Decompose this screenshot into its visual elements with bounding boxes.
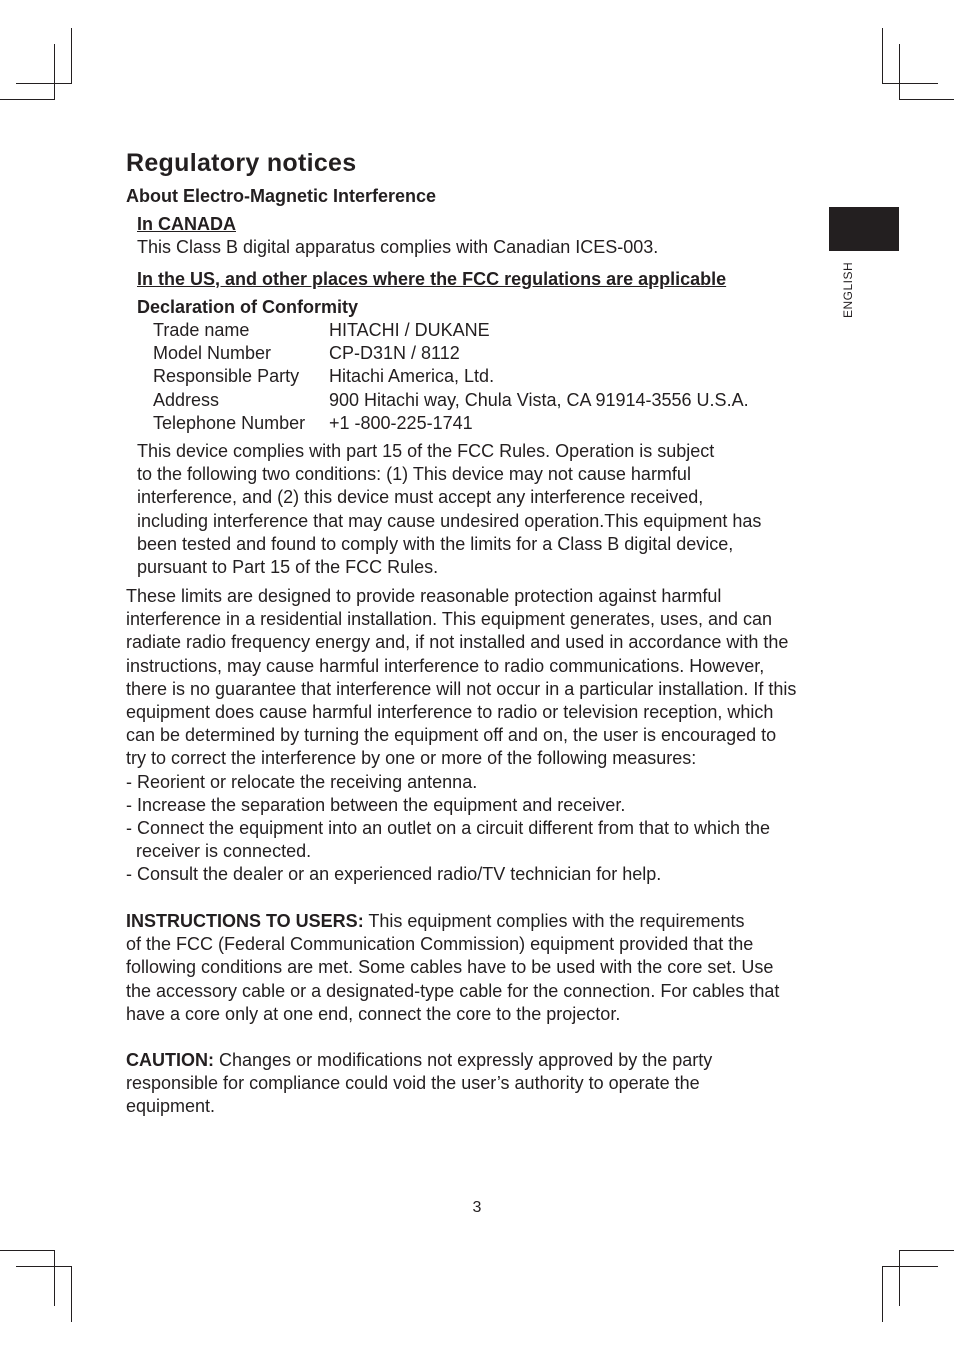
text-line: [126, 910, 779, 933]
text-line: pursuant to Part 15 of the FCC Rules.: [137, 557, 439, 578]
canada-text: This Class B digital apparatus complies with Canadian ICES-003.: [137, 237, 659, 257]
limits-paragraph: [126, 585, 796, 887]
list-item: - Increase the separation between the equipment and receiver.: [126, 794, 626, 815]
section-heading: About Electro-Magnetic Interference: [126, 186, 437, 206]
text-line: have a core only at one end, connect the core to the projector.: [126, 1003, 621, 1024]
crop-mark: [71, 28, 72, 84]
list-item-continuation: receiver is connected.: [126, 841, 312, 862]
declaration-key: Model Number: [153, 343, 272, 364]
instructions-paragraph: [126, 910, 779, 1026]
declaration-value: +1 -800-225-1741: [329, 412, 473, 433]
list-item: - Connect the equipment into an outlet on a circuit different from that to which the: [126, 818, 771, 839]
instructions-first-line: This equipment complies with the requirements: [363, 911, 745, 931]
text-line: responsible for compliance could void the user’s authority to operate the: [126, 1073, 700, 1094]
declaration-key: Address: [153, 389, 220, 410]
us-heading: In the US, and other places where the FCC regulations are applicable: [137, 269, 727, 289]
text-line: can be determined by turning the equipment off and on, the user is encouraged to: [126, 725, 777, 746]
instructions-label: INSTRUCTIONS TO USERS:: [126, 911, 364, 931]
text-line: equipment.: [126, 1096, 216, 1117]
crop-mark: [54, 44, 55, 100]
crop-mark: [16, 83, 72, 84]
crop-mark: [54, 1250, 55, 1306]
declaration-value: 900 Hitachi way, Chula Vista, CA 91914-3556 U.S.A.: [329, 389, 749, 410]
list-item: - Consult the dealer or an experienced radio/TV technician for help.: [126, 864, 662, 885]
declaration-heading: Declaration of Conformity: [137, 297, 359, 317]
list-item: - Reorient or relocate the receiving antenna.: [126, 771, 478, 792]
crop-mark: [882, 28, 883, 84]
crop-mark: [16, 1266, 72, 1267]
crop-mark: [0, 1250, 55, 1251]
fcc-compliance-paragraph: [137, 440, 761, 579]
crop-mark: [899, 1250, 954, 1251]
caution-first-line: Changes or modifications not expressly approved by the party: [214, 1050, 713, 1070]
crop-mark: [899, 1250, 900, 1306]
declaration-value: Hitachi America, Ltd.: [329, 366, 495, 387]
text-line: including interference that may cause undesired operation.This equipment has: [137, 510, 762, 531]
crop-mark: [899, 99, 954, 100]
text-line: This device complies with part 15 of the FCC Rules. Operation is subject: [137, 441, 715, 461]
crop-mark: [71, 1266, 72, 1322]
page-title: Regulatory notices: [126, 149, 357, 177]
caution-label: CAUTION:: [126, 1050, 214, 1070]
text-line: of the FCC (Federal Communication Commission) equipment provided that the: [126, 934, 754, 955]
declaration-value: HITACHI / DUKANE: [329, 320, 490, 340]
text-line: there is no guarantee that interference will not occur in a particular installation. If this: [126, 678, 797, 699]
declaration-key: Trade name: [153, 320, 250, 340]
crop-mark: [882, 83, 938, 84]
declaration-value: CP-D31N / 8112: [329, 343, 460, 364]
text-line: to the following two conditions: (1) This device may not cause harmful: [137, 464, 691, 485]
text-line: interference, and (2) this device must accept any interference received,: [137, 487, 704, 508]
declaration-key: Responsible Party: [153, 366, 300, 387]
page-number: 3: [472, 1199, 482, 1216]
text-line: equipment does cause harmful interference to radio or television reception, which: [126, 702, 774, 723]
language-tab-marker: [829, 207, 899, 251]
crop-mark: [882, 1266, 883, 1322]
crop-mark: [899, 44, 900, 100]
declaration-key: Telephone Number: [153, 412, 306, 433]
text-line: [126, 1049, 712, 1072]
text-line: interference in a residential installation. This equipment generates, uses, and can: [126, 609, 773, 630]
text-line: instructions, may cause harmful interference to radio communications. However,: [126, 655, 765, 676]
text-line: been tested and found to comply with the limits for a Class B digital device,: [137, 533, 734, 554]
text-line: These limits are designed to provide reasonable protection against harmful: [126, 586, 722, 606]
text-line: try to correct the interference by one or more of the following measures:: [126, 748, 697, 769]
crop-mark: [0, 99, 55, 100]
text-line: the accessory cable or a designated-type cable for the connection. For cables that: [126, 980, 780, 1001]
crop-mark: [882, 1266, 938, 1267]
text-line: radiate radio frequency energy and, if not installed and used in accordance with the: [126, 632, 789, 653]
text-line: following conditions are met. Some cables have to be used with the core set. Use: [126, 957, 774, 978]
canada-heading: In CANADA: [137, 214, 236, 234]
language-tab-label: ENGLISH: [841, 261, 855, 318]
caution-paragraph: [126, 1049, 712, 1119]
